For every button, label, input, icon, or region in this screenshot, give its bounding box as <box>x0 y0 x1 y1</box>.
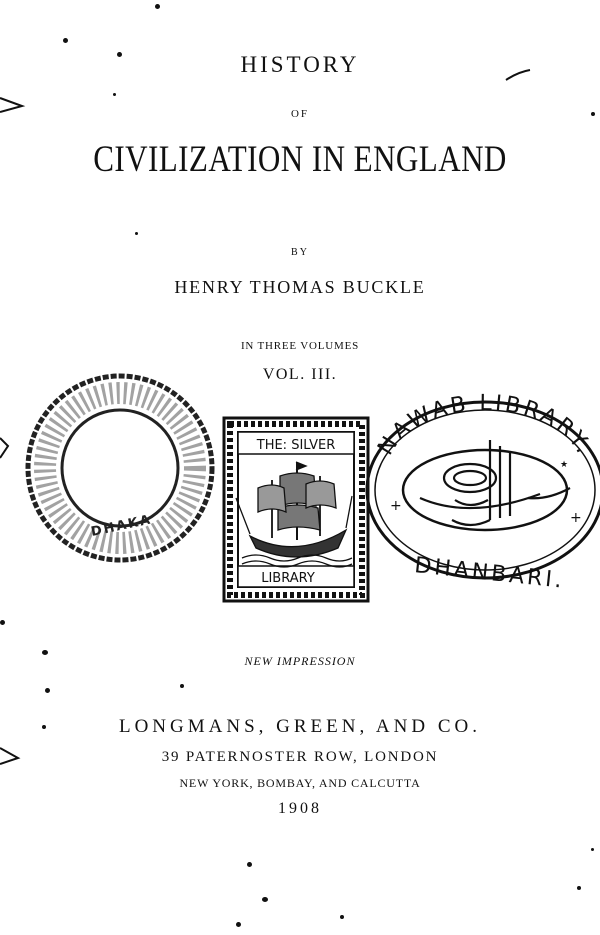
author-name: HENRY THOMAS BUCKLE <box>174 277 426 297</box>
oval-stamp-bottom-text: DHANBARI. <box>413 553 566 594</box>
oval-stamp-top-text: NAWAB LIBRARY. <box>373 390 598 460</box>
volumes-note: IN THREE VOLUMES <box>240 340 360 352</box>
by-line: BY <box>291 247 309 258</box>
cross-mark-icon: + <box>390 498 402 514</box>
impression-note: NEW IMPRESSION <box>244 654 356 668</box>
round-library-stamp <box>28 376 212 560</box>
publisher-address: 39 PATERNOSTER ROW, LONDON <box>161 749 439 765</box>
calligraphy-emblem <box>420 440 570 525</box>
cross-mark-icon: + <box>570 510 582 526</box>
colophon-top-label: THE: SILVER <box>256 438 336 453</box>
publisher-name: LONGMANS, GREEN, AND CO. <box>118 716 481 737</box>
title-of: OF <box>290 108 310 120</box>
volume-number: VOL. III. <box>262 366 338 383</box>
round-stamp-text: DHAKA <box>89 512 154 540</box>
silver-library-colophon <box>224 418 368 601</box>
publisher-cities: NEW YORK, BOMBAY, AND CALCUTTA <box>179 776 421 790</box>
star-icon: ★ <box>560 460 569 470</box>
colophon-bottom-label: LIBRARY <box>261 571 315 586</box>
publication-year: 1908 <box>278 800 322 817</box>
title-main: CIVILIZATION IN ENGLAND <box>93 139 507 180</box>
nawab-library-stamp <box>367 391 600 594</box>
title-history: HISTORY <box>240 52 360 77</box>
